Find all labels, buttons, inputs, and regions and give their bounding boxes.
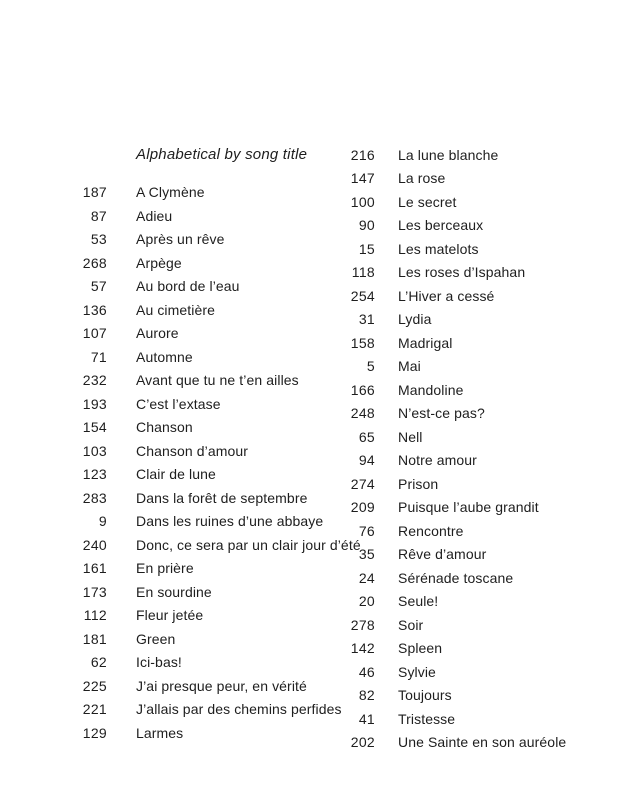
entry-song-title: Les roses d’Ispahan [398,264,526,280]
entry-page-number: 187 [82,184,107,200]
entry-page-number: 15 [358,240,375,257]
index-column-right [322,144,566,755]
entry-page-number: 173 [82,583,107,600]
entry-page-number: 5 [366,358,375,374]
entry-song-title: Au bord de l’eau [136,278,240,294]
entry-song-title: Notre amour [398,452,477,468]
entry-song-title: C’est l’extase [136,395,221,412]
entry-song-title: La lune blanche [398,146,499,163]
index-row [60,228,361,252]
entry-page-number: 181 [82,630,107,647]
entry-song-title: Rêve d’amour [398,546,487,562]
index-row [60,440,361,464]
entry-page-number: 129 [82,724,107,741]
entry-page-number: 248 [350,405,375,421]
index-row [322,167,566,191]
entry-page-number: 216 [350,146,375,163]
index-row [60,534,361,558]
index-row [60,722,361,746]
entry-song-title: Clair de lune [136,466,216,482]
entry-song-title: Les berceaux [398,217,484,233]
entry-page-number: 254 [350,287,375,304]
entry-song-title: Les matelots [398,240,479,257]
entry-page-number: 202 [350,734,375,750]
entry-song-title: Au cimetière [136,301,216,318]
entry-page-number: 221 [82,701,107,717]
entry-song-title: Green [136,630,176,647]
entry-page-number: 268 [82,254,107,271]
index-row [322,708,566,732]
index-row [322,543,566,567]
entry-song-title: Madrigal [398,334,453,351]
entry-song-title: Soir [398,616,424,633]
index-row [60,322,361,346]
entry-song-title: Sérénade toscane [398,569,514,586]
entry-song-title: L’Hiver a cessé [398,287,495,304]
entry-page-number: 31 [358,311,375,327]
entry-song-title: En sourdine [136,583,212,600]
index-row [322,308,566,332]
entry-page-number: 136 [82,301,107,318]
index-row [322,214,566,238]
entry-page-number: 94 [358,452,375,468]
entry-page-number: 9 [98,513,107,529]
index-row [322,590,566,614]
entry-page-number: 41 [358,710,375,727]
entry-page-number: 166 [350,381,375,398]
entry-page-number: 62 [90,654,107,670]
entry-song-title: J’allais par des chemins perfides [136,701,342,717]
entry-song-title: Aurore [136,325,179,341]
entry-page-number: 225 [82,677,107,694]
index-row [60,463,361,487]
entry-page-number: 112 [83,607,107,623]
entry-page-number: 82 [358,687,375,703]
index-row [60,675,361,699]
index-row [322,637,566,661]
entry-song-title: Nell [398,428,423,445]
entry-song-title: Le secret [398,193,457,210]
index-row [322,473,566,497]
entry-page-number: 274 [350,475,375,492]
entry-page-number: 76 [358,522,375,539]
entry-song-title: Sylvie [398,663,436,680]
entry-song-title: Larmes [136,724,184,741]
entry-page-number: 283 [82,489,107,506]
index-row [322,238,566,262]
index-row [60,181,361,205]
entry-song-title: Une Sainte en son auréole [398,734,567,750]
index-row [322,661,566,685]
entry-page-number: 158 [350,334,375,351]
entry-song-title: Ici-bas! [136,654,182,670]
entry-song-title: Tristesse [398,710,456,727]
index-row [322,614,566,638]
entry-page-number: 154 [82,419,107,435]
index-row [60,628,361,652]
index-row [60,275,361,299]
entry-song-title: Donc, ce sera par un clair jour d’été [136,536,361,553]
index-row [60,299,361,323]
index-row [60,487,361,511]
entry-page-number: 71 [90,348,107,365]
index-heading: Alphabetical by song title [136,146,308,163]
entry-page-number: 20 [358,593,375,609]
entry-song-title: Chanson d’amour [136,442,249,459]
index-row [322,144,566,168]
entry-page-number: 147 [350,170,375,186]
entry-page-number: 87 [90,207,107,224]
entry-song-title: Automne [136,348,193,365]
index-row [322,285,566,309]
entry-song-title: Mandoline [398,381,464,398]
index-row [322,379,566,403]
entry-song-title: Puisque l’aube grandit [398,499,539,515]
entry-song-title: Spleen [398,640,443,656]
entry-song-title: Chanson [136,419,193,435]
index-row [60,393,361,417]
entry-page-number: 278 [350,616,375,633]
entry-song-title: Toujours [398,687,452,703]
entry-page-number: 90 [358,217,375,233]
entry-page-number: 35 [358,546,375,562]
index-row [322,355,566,379]
index-row [60,369,361,393]
index-row [60,205,361,229]
entry-page-number: 107 [82,325,107,341]
entry-song-title: A Clymène [136,184,205,200]
entry-page-number: 24 [358,569,375,586]
index-row [60,346,361,370]
entry-page-number: 100 [350,193,375,210]
index-row [322,449,566,473]
entry-page-number: 123 [82,466,107,482]
entry-song-title: Rencontre [398,522,464,539]
index-row [322,191,566,215]
entry-page-number: 142 [350,640,375,656]
entry-song-title: Seule! [398,593,439,609]
entry-song-title: La rose [398,170,446,186]
index-row [322,261,566,285]
entry-song-title: En prière [136,560,194,576]
entry-song-title: Lydia [398,311,432,327]
index-row [60,581,361,605]
index-row [322,684,566,708]
entry-page-number: 232 [82,372,107,388]
index-row [322,426,566,450]
index-row [60,698,361,722]
entry-song-title: Dans la forêt de septembre [136,489,308,506]
entry-page-number: 53 [90,231,107,247]
index-row [60,604,361,628]
entry-page-number: 46 [358,663,375,680]
entry-song-title: J’ai presque peur, en vérité [136,677,307,694]
entry-song-title: Après un rêve [136,231,225,247]
entry-song-title: Prison [398,475,439,492]
entry-song-title: Dans les ruines d’une abbaye [136,513,324,529]
entry-song-title: N’est-ce pas? [398,405,485,421]
entry-page-number: 118 [351,264,375,280]
entry-song-title: Avant que tu ne t’en ailles [136,372,299,388]
index-row [322,496,566,520]
entry-page-number: 103 [82,442,107,459]
entry-page-number: 240 [82,536,107,553]
index-row [60,252,361,276]
index-row [322,520,566,544]
index-row [60,416,361,440]
entry-page-number: 193 [82,395,107,412]
index-row [322,332,566,356]
entry-song-title: Mai [398,358,421,374]
entry-song-title: Arpège [136,254,182,271]
entry-page-number: 65 [358,428,375,445]
index-row [322,402,566,426]
entry-page-number: 209 [350,499,375,515]
entry-page-number: 57 [90,278,107,294]
index-row [60,510,361,534]
entry-song-title: Fleur jetée [136,607,204,623]
index-row [60,651,361,675]
index-row [322,731,566,755]
index-row [60,557,361,581]
entry-song-title: Adieu [136,207,173,224]
index-row [322,567,566,591]
index-column-left [60,181,361,745]
entry-page-number: 161 [82,560,107,576]
